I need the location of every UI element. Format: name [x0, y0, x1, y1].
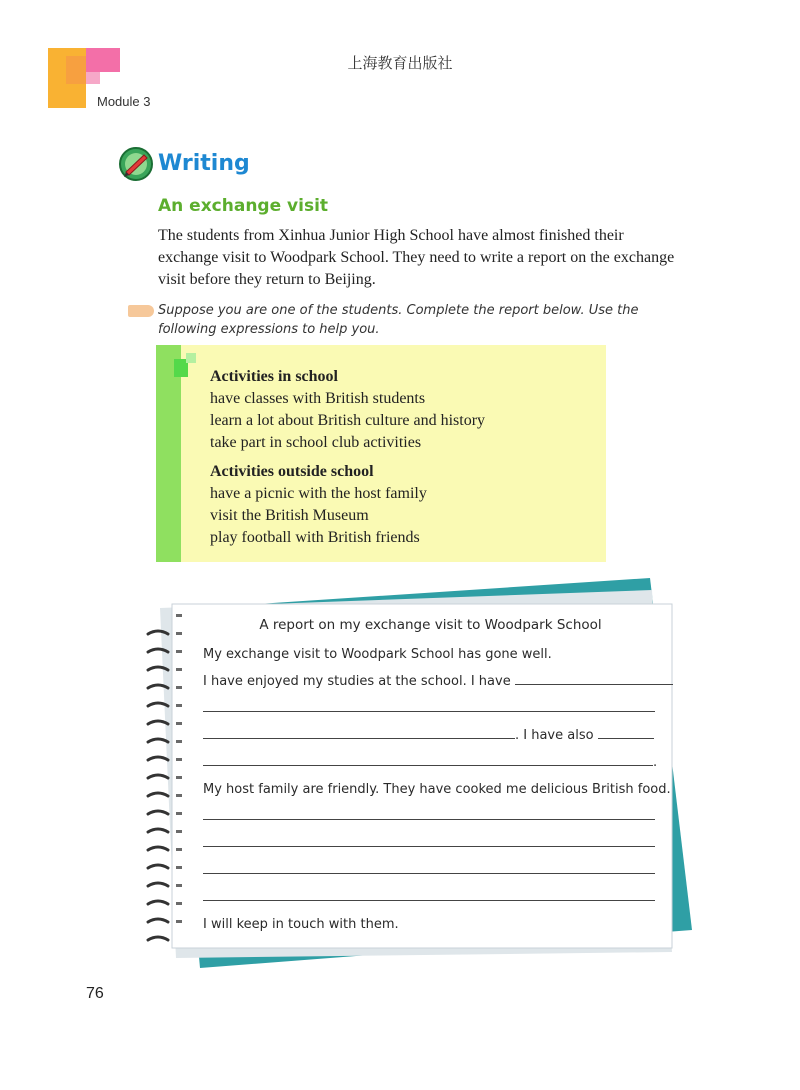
blank-field[interactable] — [203, 886, 655, 901]
intro-paragraph: The students from Xinhua Junior High School have almost finished their exchange visit to Woodpark School. They need to write a report on the exchange visit before they return to Beijing. — [158, 227, 675, 288]
report-text: I will keep in touch with them. — [203, 917, 399, 932]
blank-field[interactable] — [203, 832, 655, 847]
report-line — [203, 884, 658, 911]
instruction-text: Suppose you are one of the students. Complete the report below. Use the following expressions to help you. — [158, 303, 639, 337]
report-line — [203, 668, 658, 695]
expression-item: learn a lot about British culture and history — [210, 412, 486, 429]
expression-item: have a picnic with the host family — [210, 485, 427, 502]
page-number: 76 — [86, 985, 104, 1002]
report-line — [203, 803, 658, 830]
instruction-marker — [128, 305, 154, 317]
expression-item: play football with British friends — [210, 529, 420, 546]
publisher-name: 上海教育出版社 — [347, 54, 453, 72]
expression-item: visit the British Museum — [210, 507, 369, 524]
report-line — [203, 641, 658, 668]
blank-field[interactable] — [203, 724, 515, 739]
in-school-title: Activities in school — [210, 368, 338, 385]
blank-field[interactable] — [203, 805, 655, 820]
report-line — [203, 776, 671, 803]
report-title: A report on my exchange visit to Woodpark School — [259, 617, 602, 633]
blank-field[interactable] — [203, 751, 653, 766]
expression-item: take part in school club activities — [210, 434, 422, 451]
blank-field[interactable] — [203, 697, 655, 712]
report-form — [203, 617, 671, 938]
report-line — [203, 911, 658, 938]
outside-school-group — [210, 461, 600, 549]
report-line — [203, 695, 658, 722]
report-text: . I have also — [515, 728, 594, 743]
report-line — [203, 722, 658, 749]
expressions-deco-square-small — [186, 353, 196, 363]
expressions-content — [210, 366, 600, 556]
outside-school-title: Activities outside school — [210, 463, 374, 480]
expression-item: have classes with British students — [210, 390, 426, 407]
in-school-group — [210, 366, 600, 454]
report-line — [203, 830, 658, 857]
blank-field[interactable] — [515, 670, 673, 685]
expressions-stripe — [156, 345, 181, 562]
report-text: My exchange visit to Woodpark School has gone well. — [203, 647, 552, 662]
report-text: I have enjoyed my studies at the school. I have — [203, 674, 511, 689]
report-line — [203, 857, 658, 884]
blank-field[interactable] — [598, 724, 654, 739]
writing-heading: Writing — [158, 151, 250, 176]
writing-pen-icon — [118, 146, 154, 182]
report-text: . — [653, 755, 658, 770]
module-label: Module 3 — [97, 94, 151, 109]
blank-field[interactable] — [203, 859, 655, 874]
exchange-visit-subheading: An exchange visit — [158, 196, 329, 216]
report-text: My host family are friendly. They have cooked me delicious British food. — [203, 782, 671, 797]
report-line — [203, 749, 658, 776]
